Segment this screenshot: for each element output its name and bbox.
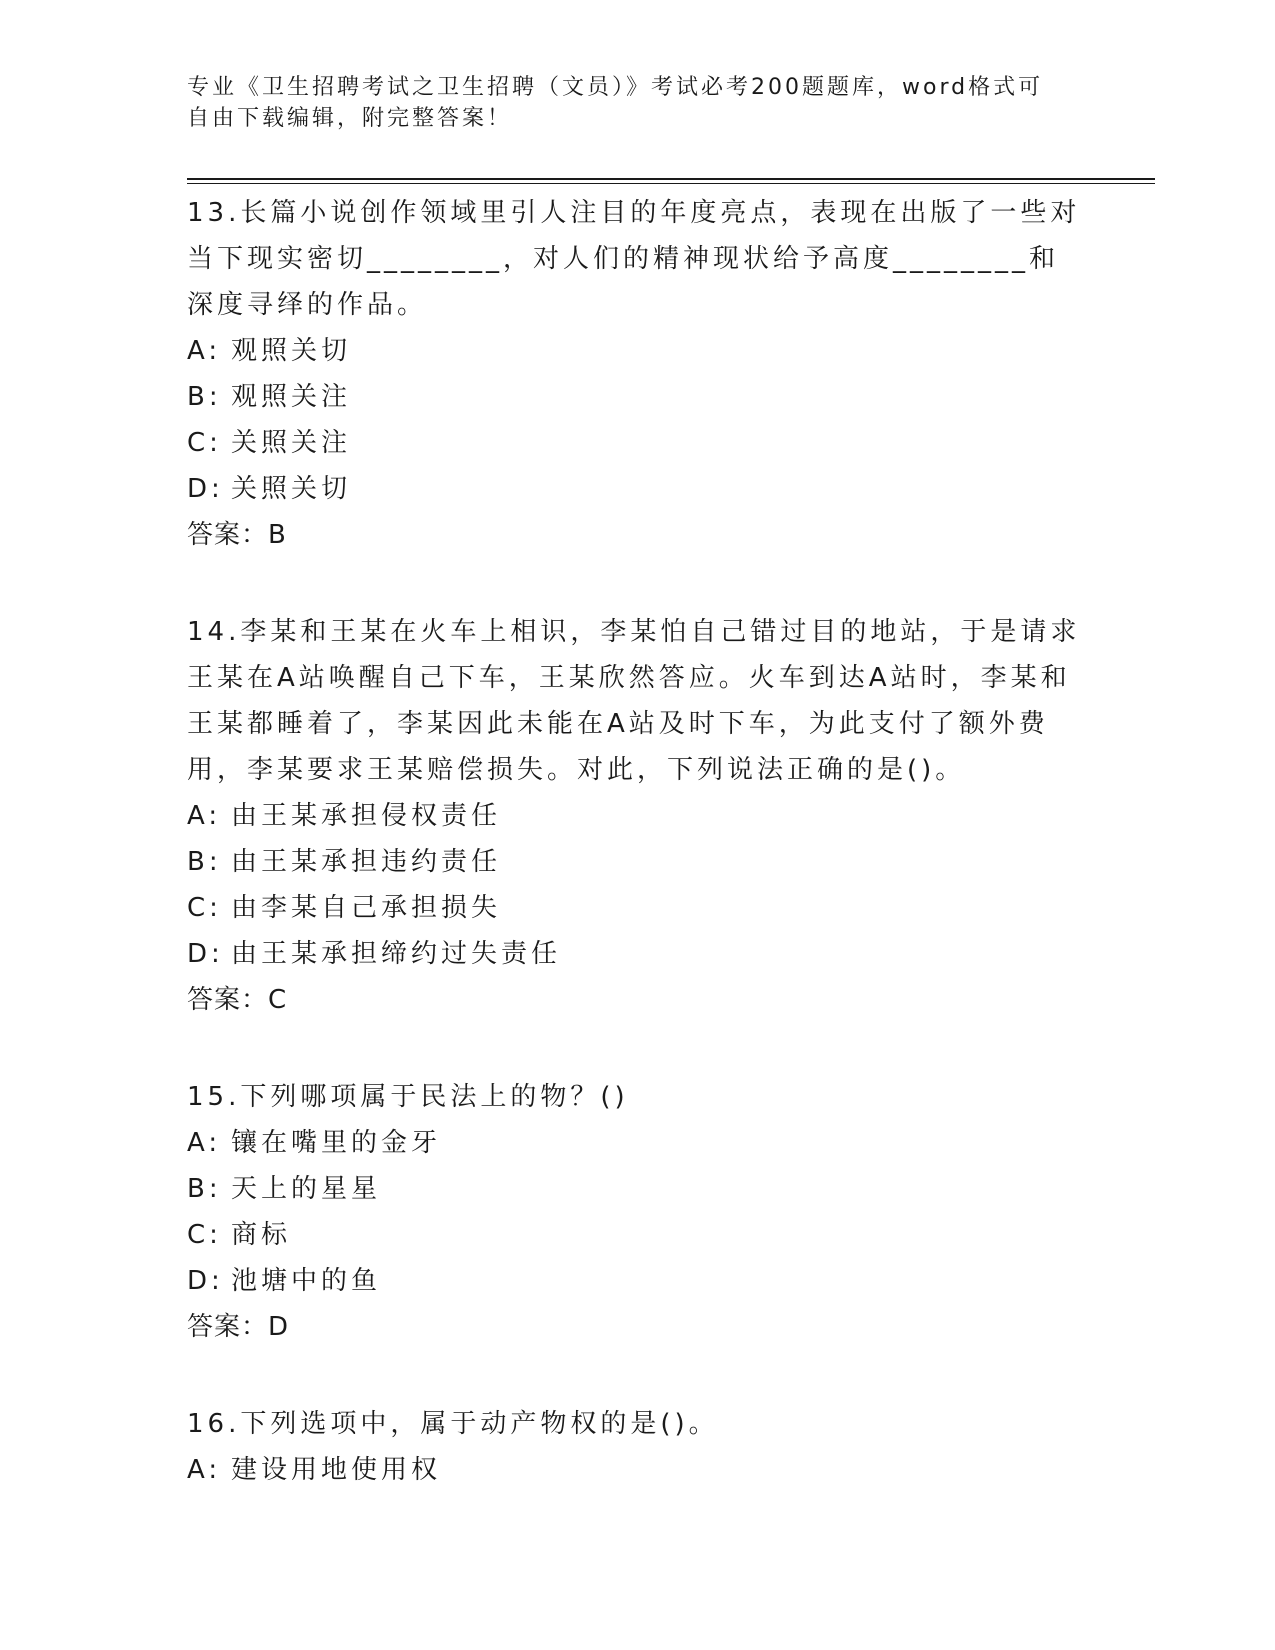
question-stem: 15.下列哪项属于民法上的物？() [187, 1082, 629, 1112]
option-c [187, 885, 1087, 931]
option-label: D: [187, 474, 224, 504]
option-a [187, 793, 1087, 839]
option-label: B: [187, 1174, 222, 1204]
answer-line: 答案：B [187, 520, 287, 550]
option-text: 由王某承担侵权责任 [231, 801, 502, 831]
option-text: 关照关切 [231, 474, 352, 504]
option-label: B: [187, 382, 222, 412]
option-label: B: [187, 847, 222, 877]
option-c [187, 420, 1087, 466]
option-text: 关照关注 [231, 428, 352, 458]
option-text: 由王某承担违约责任 [231, 847, 502, 877]
document-header: 专业《卫生招聘考试之卫生招聘（文员）》考试必考200题题库，word格式可自由下载编辑，附完整答案！ [187, 75, 1044, 131]
option-label: D: [187, 1266, 224, 1296]
option-label: C: [187, 428, 222, 458]
option-d [187, 466, 1087, 512]
option-b [187, 839, 1087, 885]
option-a [187, 1447, 1087, 1493]
option-c [187, 1212, 1087, 1258]
question-14 [187, 609, 1087, 1023]
option-text: 池塘中的鱼 [231, 1266, 382, 1296]
option-b [187, 374, 1087, 420]
header-rule-thick [187, 178, 1155, 180]
option-d [187, 931, 1087, 977]
option-d [187, 1258, 1087, 1304]
header-rule-thin [187, 183, 1155, 184]
option-label: A: [187, 1455, 222, 1485]
option-text: 镶在嘴里的金牙 [231, 1128, 442, 1158]
option-text: 建设用地使用权 [231, 1455, 442, 1485]
option-text: 观照关切 [231, 336, 352, 366]
option-a [187, 328, 1087, 374]
answer-line: 答案：D [187, 1312, 290, 1342]
option-a [187, 1120, 1087, 1166]
option-text: 观照关注 [231, 382, 352, 412]
question-15 [187, 1074, 1087, 1350]
question-stem: 13.长篇小说创作领域里引人注目的年度亮点，表现在出版了一些对当下现实密切________，对人们的精神现状给予高度________和深度寻绎的作品。 [187, 198, 1081, 320]
option-text: 由李某自己承担损失 [231, 893, 502, 923]
question-stem: 16.下列选项中，属于动产物权的是()。 [187, 1409, 719, 1439]
option-label: C: [187, 893, 222, 923]
option-label: A: [187, 336, 222, 366]
question-16 [187, 1401, 1087, 1493]
option-text: 商标 [231, 1220, 292, 1250]
answer-line: 答案：C [187, 985, 288, 1015]
option-label: A: [187, 801, 222, 831]
option-label: A: [187, 1128, 222, 1158]
question-13 [187, 190, 1087, 558]
option-text: 天上的星星 [231, 1174, 382, 1204]
option-b [187, 1166, 1087, 1212]
question-list [187, 190, 1087, 1544]
question-stem: 14.李某和王某在火车上相识，李某怕自己错过目的地站，于是请求王某在A站唤醒自己下车，王某欣然答应。火车到达A站时，李某和王某都睡着了，李某因此未能在A站及时下车，为此支付了额外费用，李某要求王某赔偿损失。对此，下列说法正确的是()。 [187, 617, 1081, 785]
option-text: 由王某承担缔约过失责任 [231, 939, 562, 969]
option-label: C: [187, 1220, 222, 1250]
option-label: D: [187, 939, 224, 969]
